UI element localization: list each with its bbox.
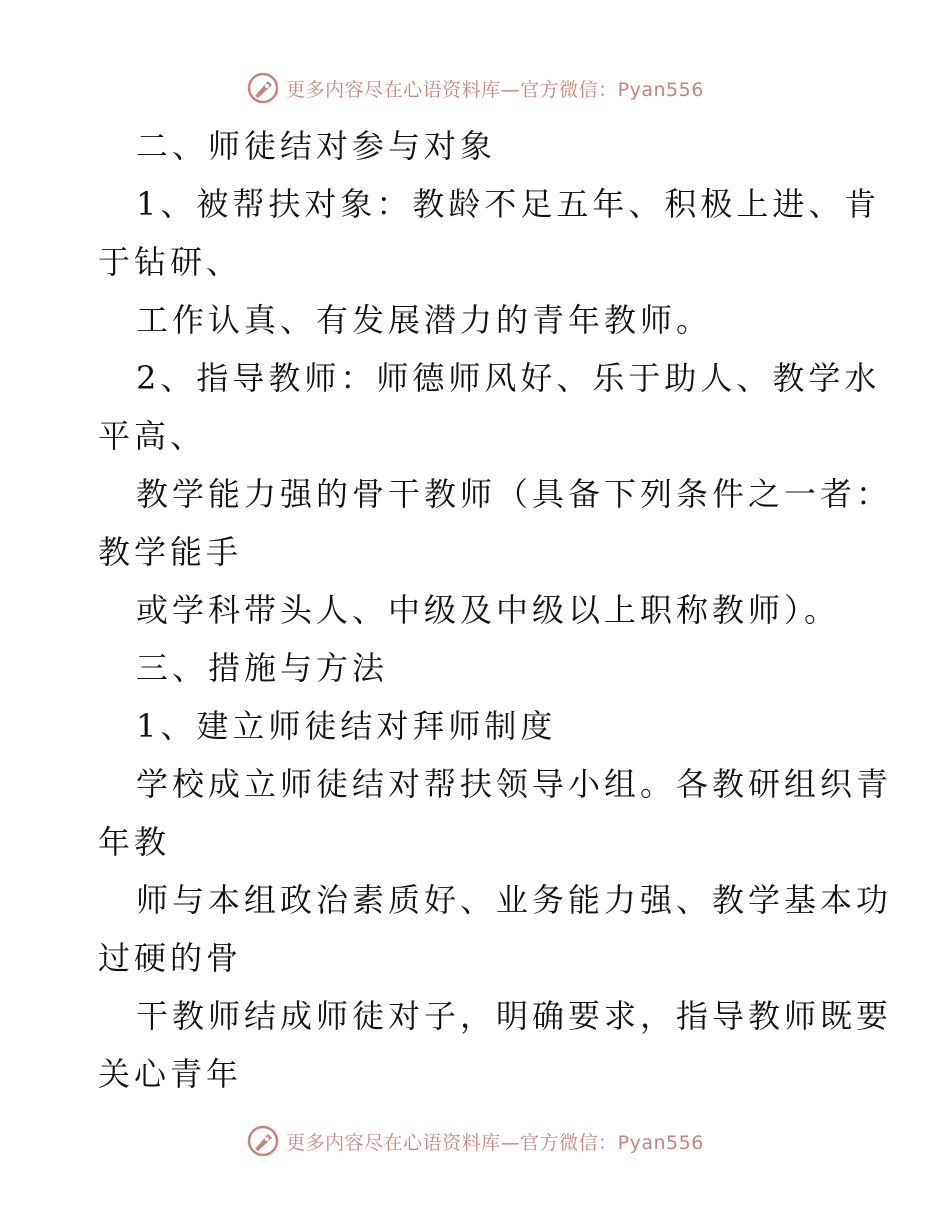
text-line: 于钻研、 (98, 243, 243, 281)
text-line: 教学能力强的骨干教师（具备下列条件之一者： (136, 475, 893, 513)
section-heading: 二、师徒结对参与对象 (136, 127, 497, 165)
watermark-footer (0, 1124, 950, 1158)
text-line: 平高、 (98, 417, 207, 455)
text-line: 干教师结成师徒对子，明确要求，指导教师既要 (136, 997, 893, 1035)
text-line: 年教 (98, 823, 171, 861)
text-line: 工作认真、有发展潜力的青年教师。 (136, 301, 713, 339)
section-heading: 三、措施与方法 (136, 649, 389, 687)
watermark-text: 更多内容尽在心语资料库—官方微信：Pyan556 (286, 78, 704, 101)
text-line: 或学科带头人、中级及中级以上职称教师）。 (136, 591, 841, 629)
text-line: 学校成立师徒结对帮扶领导小组。各教研组织青 (136, 765, 893, 803)
watermark-text: 更多内容尽在心语资料库—官方微信：Pyan556 (286, 1131, 704, 1154)
pen-nib-logo-icon (246, 71, 280, 105)
text-line: 1、被帮扶对象：教龄不足五年、积极上进、肯 (136, 185, 881, 223)
text-line: 2、指导教师：师德师风好、乐于助人、教学水 (136, 359, 881, 397)
text-line: 师与本组政治素质好、业务能力强、教学基本功 (136, 881, 893, 919)
subsection-heading: 1、建立师徒结对拜师制度 (136, 707, 557, 745)
text-line: 过硬的骨 (98, 939, 243, 977)
pen-nib-logo-icon (246, 1124, 280, 1158)
watermark-header (0, 71, 950, 105)
text-line: 关心青年 (98, 1055, 243, 1093)
text-line: 教学能手 (98, 533, 243, 571)
